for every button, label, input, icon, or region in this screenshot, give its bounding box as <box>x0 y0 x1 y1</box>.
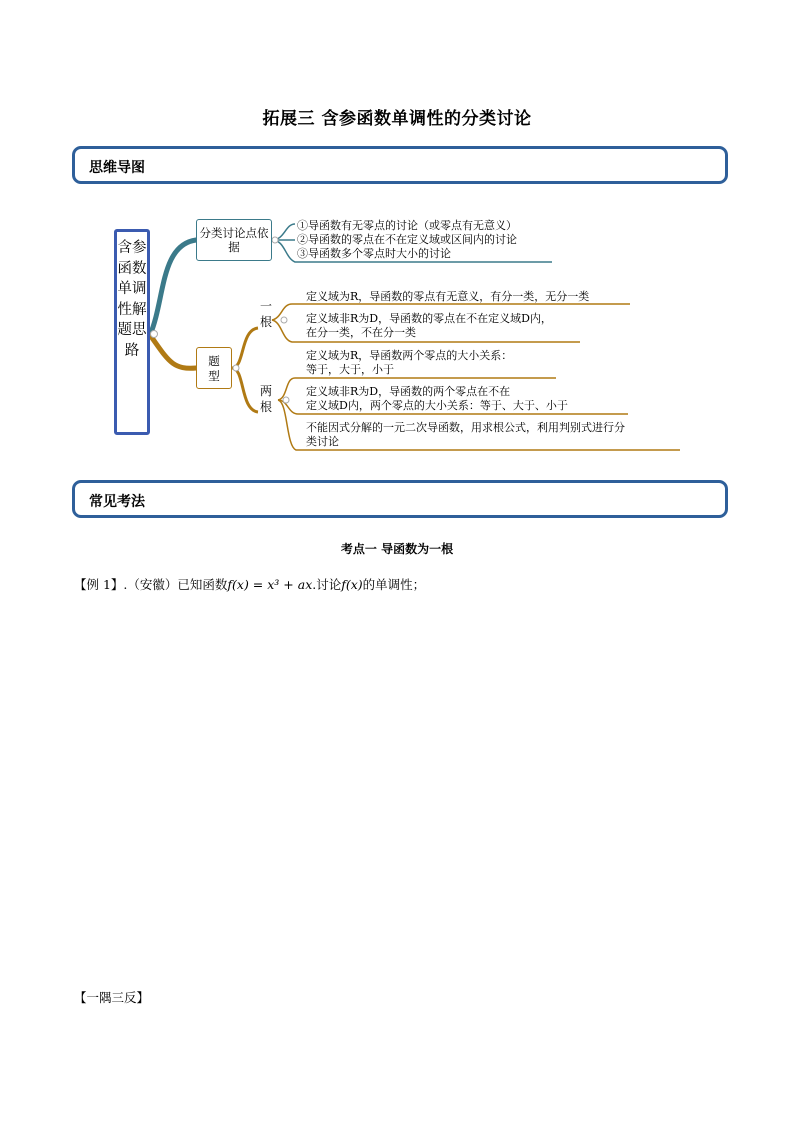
section-label: 常见考法 <box>89 494 145 510</box>
leaf-two-roots-3: 定义域非R为D，导函数的两个零点在不在 <box>306 385 511 398</box>
node-one-root: 一根 <box>259 299 272 329</box>
section-label: 思维导图 <box>89 160 145 176</box>
leaf-one-root-1: 定义域为R，导函数的零点有无意义，有分一类，无分一类 <box>306 290 590 303</box>
leaf-two-roots-6: 类讨论 <box>306 435 339 448</box>
leaf-one-root-2: 定义域非R为D，导函数的零点在不在定义域D内， <box>306 312 552 325</box>
leaf-two-roots-4: 定义域D内，两个零点的大小关系：等于、大于、小于 <box>306 399 568 412</box>
topic-heading: 考点一 导函数为一根 <box>340 542 454 556</box>
leaf-basis-2: ②导函数的零点在不在定义域或区间内的讨论 <box>297 233 517 246</box>
example-suffix: 的单调性； <box>362 577 426 592</box>
leaf-two-roots-1: 定义域为R，导函数两个零点的大小关系： <box>306 349 513 362</box>
page-title: 拓展三 含参函数单调性的分类讨论 <box>262 109 532 129</box>
node-classification-basis: 分类讨论点依据 <box>196 219 272 261</box>
leaf-two-roots-2: 等于，大于，小于 <box>306 363 394 376</box>
leaf-basis-1: ①导函数有无零点的讨论（或零点有无意义） <box>297 219 517 232</box>
leaf-one-root-3: 在分一类，不在分一类 <box>306 326 416 339</box>
example-fx: f(x) <box>341 577 363 592</box>
node-question-types: 题型 <box>196 347 232 389</box>
node-two-roots: 两根 <box>259 384 272 414</box>
leaf-basis-3: ③导函数多个零点时大小的讨论 <box>297 247 451 260</box>
practice-heading: 【一隅三反】 <box>74 990 150 1005</box>
example-prefix: 【例 1】.（安徽）已知函数 <box>74 577 228 592</box>
mindmap-root: 含参函数单调性解题思路 <box>114 229 150 435</box>
leaf-two-roots-5: 不能因式分解的一元二次导函数，用求根公式，利用判别式进行分 <box>306 421 625 434</box>
example-middle: .讨论 <box>312 577 342 592</box>
example-formula: f(x) = x³ + ax <box>227 577 313 592</box>
